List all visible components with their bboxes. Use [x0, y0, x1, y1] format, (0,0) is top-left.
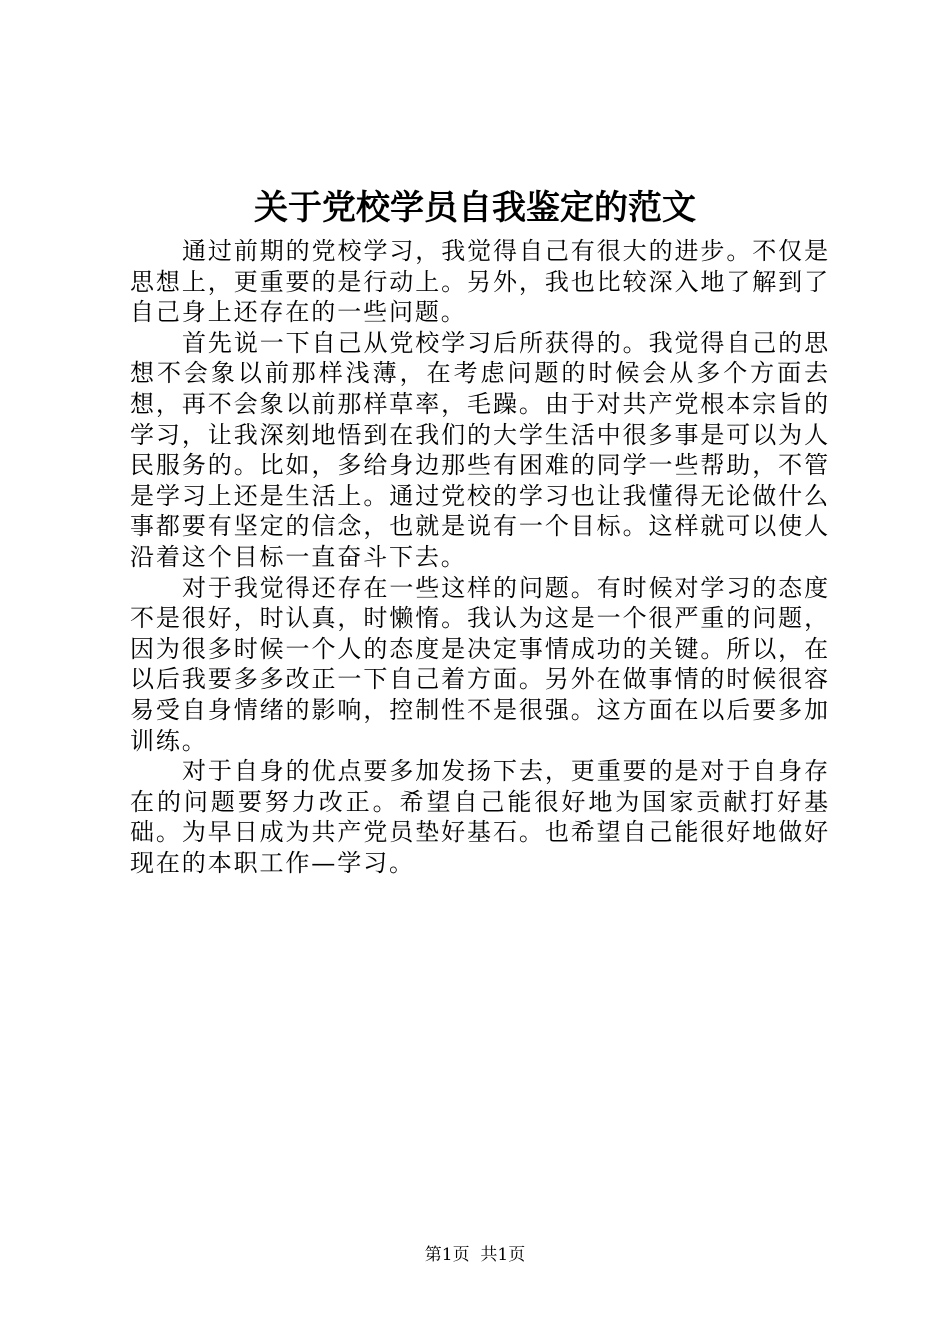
page-footer: 第1页 共1页 — [424, 1245, 526, 1265]
paragraph-3: 对于我觉得还存在一些这样的问题。有时候对学习的态度不是很好，时认真，时懒惰。我认为这是一个很严重的问题，因为很多时候一个人的态度是决定事情成功的关键。所以，在以后我要多多改正一下自己着方面。另外在做事情的时候很容易受自身情绪的影响，控制性不是很强。这方面在以后要多加训练。 — [130, 573, 830, 755]
document-title: 关于党校学员自我鉴定的范文 — [254, 188, 696, 228]
paragraph-4: 对于自身的优点要多加发扬下去，更重要的是对于自身存在的问题要努力改正。希望自己能很好地为国家贡献打好基础。为早日成为共产党员垫好基石。也希望自己能很好地做好现在的本职工作—学习。 — [130, 757, 830, 877]
paragraph-1: 通过前期的党校学习，我觉得自己有很大的进步。不仅是思想上，更重要的是行动上。另外，我也比较深入地了解到了自己身上还存在的一些问题。 — [130, 237, 830, 327]
paragraph-2: 首先说一下自己从党校学习后所获得的。我觉得自己的思想不会象以前那样浅薄，在考虑问题的时候会从多个方面去想，再不会象以前那样草率，毛躁。由于对共产党根本宗旨的学习，让我深刻地悟到在我们的大学生活中很多事是可以为人民服务的。比如，多给身边那些有困难的同学一些帮助，不管是学习上还是生活上。通过党校的学习也让我懂得无论做什么事都要有坚定的信念，也就是说有一个目标。这样就可以使人沿着这个目标一直奋斗下去。 — [130, 328, 830, 571]
document-body — [130, 236, 830, 878]
